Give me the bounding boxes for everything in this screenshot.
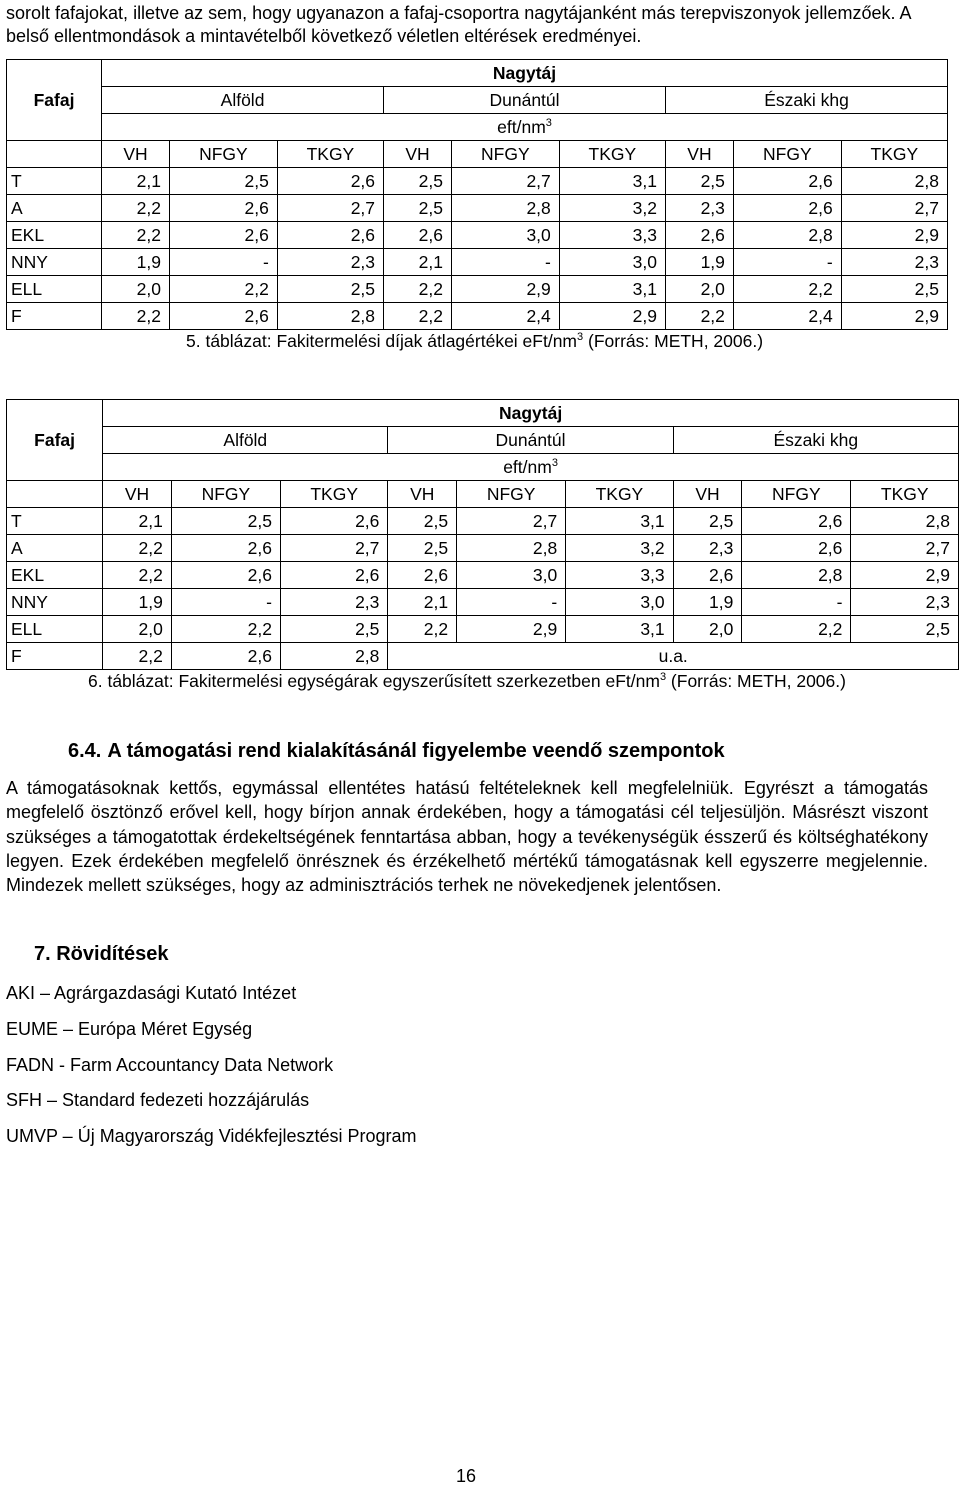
intro-paragraph: sorolt fafajokat, illetve az sem, hogy ugyanazon a fafaj-csoportra nagytájanként más terepviszonyok jellemzőek. A belső ellentmondások a mintavételből következő véletlen eltérések eredményei. <box>6 3 911 46</box>
table-5-caption <box>186 331 763 352</box>
table-cell: 2,6 <box>742 535 851 562</box>
table-cell: 2,5 <box>388 508 457 535</box>
table-cell: 3,0 <box>451 222 559 249</box>
header-row-columns <box>7 481 959 508</box>
table-row <box>7 222 948 249</box>
table-cell: - <box>742 589 851 616</box>
column-header: VH <box>384 141 452 168</box>
table-cell: 2,7 <box>451 168 559 195</box>
table-cell: 2,8 <box>841 168 947 195</box>
table-cell: 2,6 <box>384 222 452 249</box>
table-cell: 2,2 <box>733 276 841 303</box>
table-cell: 2,9 <box>841 303 947 330</box>
table-cell: 2,7 <box>280 535 387 562</box>
section-heading <box>68 740 725 763</box>
column-header: NFGY <box>742 481 851 508</box>
table-5 <box>6 59 948 330</box>
header-row-regions <box>7 427 959 454</box>
header-row <box>7 60 948 87</box>
row-label: A <box>7 195 102 222</box>
abbreviation-item: EUME – Európa Méret Egység <box>6 1019 253 1039</box>
table-row <box>7 616 959 643</box>
table-cell: 3,1 <box>559 168 665 195</box>
header-unit <box>102 114 948 141</box>
column-header: NFGY <box>171 481 280 508</box>
unit-exponent: 3 <box>551 457 558 470</box>
table-cell: 1,9 <box>103 589 172 616</box>
table-row <box>7 508 959 535</box>
table-cell: 2,8 <box>277 303 383 330</box>
table-cell: 2,8 <box>457 535 566 562</box>
header-region: Dunántúl <box>388 427 673 454</box>
table-cell: 3,2 <box>559 195 665 222</box>
table-cell: 2,8 <box>733 222 841 249</box>
table-cell: 3,1 <box>559 276 665 303</box>
table-cell: 2,2 <box>666 303 734 330</box>
table-cell: 2,6 <box>280 562 387 589</box>
table-cell: 2,8 <box>451 195 559 222</box>
table-6-caption-text: 6. táblázat: Fakitermelési egységárak egyszerűsített szerkezetben eFt/nm <box>88 671 660 691</box>
row-label: NNY <box>7 589 103 616</box>
table-row <box>7 195 948 222</box>
row-label: F <box>7 643 103 670</box>
table-cell: 2,5 <box>851 616 959 643</box>
table-cell: 2,5 <box>277 276 383 303</box>
table-cell: - <box>457 589 566 616</box>
unit-text: eft/nm <box>503 457 552 477</box>
header-unit <box>103 454 959 481</box>
column-header: VH <box>388 481 457 508</box>
table-cell: 2,9 <box>451 276 559 303</box>
row-label: ELL <box>7 276 102 303</box>
row-label: EKL <box>7 222 102 249</box>
table-cell: 2,5 <box>384 195 452 222</box>
table-cell: 2,6 <box>742 508 851 535</box>
table-cell: 2,0 <box>666 276 734 303</box>
table-cell: 2,6 <box>171 643 280 670</box>
table-row <box>7 249 948 276</box>
table-cell: 2,8 <box>742 562 851 589</box>
table-5-caption-text: 5. táblázat: Fakitermelési díjak átlagértékei eFt/nm <box>186 331 578 351</box>
table-cell: 2,1 <box>388 589 457 616</box>
table-cell: 2,6 <box>673 562 742 589</box>
table-cell: 2,2 <box>742 616 851 643</box>
table-6 <box>6 399 959 670</box>
table-cell: 3,0 <box>566 589 673 616</box>
table-cell: 2,2 <box>102 195 170 222</box>
row-label: ELL <box>7 616 103 643</box>
column-header: TKGY <box>277 141 383 168</box>
table-cell-ua: u.a. <box>388 643 959 670</box>
header-row-unit <box>7 454 959 481</box>
table-cell: 2,7 <box>457 508 566 535</box>
table-cell: 1,9 <box>673 589 742 616</box>
row-label: T <box>7 508 103 535</box>
table-cell: 2,5 <box>841 276 947 303</box>
row-label: F <box>7 303 102 330</box>
abbreviation-item: FADN - Farm Accountancy Data Network <box>6 1055 334 1075</box>
column-header: VH <box>673 481 742 508</box>
header-blank-cell <box>7 481 103 508</box>
table-cell: 2,3 <box>280 589 387 616</box>
table-cell: 2,3 <box>673 535 742 562</box>
table-cell: 2,8 <box>280 643 387 670</box>
table-cell: 2,0 <box>673 616 742 643</box>
column-header: VH <box>666 141 734 168</box>
column-header: TKGY <box>559 141 665 168</box>
unit-text: eft/nm <box>497 117 546 137</box>
column-header: VH <box>103 481 172 508</box>
table-row <box>7 168 948 195</box>
table-cell: 2,5 <box>280 616 387 643</box>
header-region: Dunántúl <box>384 87 666 114</box>
table-cell: 3,3 <box>566 562 673 589</box>
column-header: NFGY <box>169 141 277 168</box>
column-header: NFGY <box>733 141 841 168</box>
table-cell: - <box>171 589 280 616</box>
table-cell: 2,9 <box>457 616 566 643</box>
column-header: TKGY <box>841 141 947 168</box>
table-row <box>7 535 959 562</box>
table-cell: 3,1 <box>566 616 673 643</box>
table-row <box>7 562 959 589</box>
table-cell: 2,2 <box>102 303 170 330</box>
table-5-caption-source: (Forrás: METH, 2006.) <box>583 331 764 351</box>
table-cell: 2,2 <box>384 276 452 303</box>
column-header: NFGY <box>457 481 566 508</box>
table-cell: 2,6 <box>666 222 734 249</box>
table-cell: 2,5 <box>388 535 457 562</box>
table-cell: 2,0 <box>102 276 170 303</box>
table-cell: 2,9 <box>841 222 947 249</box>
column-header: TKGY <box>851 481 959 508</box>
row-label: T <box>7 168 102 195</box>
table-cell: 3,0 <box>457 562 566 589</box>
table-cell: 2,3 <box>666 195 734 222</box>
table-6-caption <box>88 671 846 692</box>
header-region: Alföld <box>102 87 384 114</box>
table-cell: 3,3 <box>559 222 665 249</box>
table-cell: 2,2 <box>103 562 172 589</box>
header-region: Északi khg <box>666 87 948 114</box>
header-nagytaj: Nagytáj <box>102 60 948 87</box>
row-label: A <box>7 535 103 562</box>
section-number: 6.4. <box>68 740 102 762</box>
header-row-columns <box>7 141 948 168</box>
table-cell: 3,1 <box>566 508 673 535</box>
table-cell: 2,6 <box>169 195 277 222</box>
table-cell: 2,5 <box>169 168 277 195</box>
table-cell: 1,9 <box>666 249 734 276</box>
header-row-unit <box>7 114 948 141</box>
column-header: TKGY <box>566 481 673 508</box>
table-cell: 2,8 <box>851 508 959 535</box>
table-cell: - <box>169 249 277 276</box>
table-cell: 2,5 <box>673 508 742 535</box>
table-cell: 2,5 <box>171 508 280 535</box>
column-header: TKGY <box>280 481 387 508</box>
table-cell: 2,1 <box>103 508 172 535</box>
table-cell: 2,5 <box>384 168 452 195</box>
table-row <box>7 303 948 330</box>
abbreviation-item: SFH – Standard fedezeti hozzájárulás <box>6 1090 310 1110</box>
table-6-caption-exp: 3 <box>659 671 667 684</box>
table-cell: 2,2 <box>388 616 457 643</box>
table-cell: 3,0 <box>559 249 665 276</box>
table-row <box>7 276 948 303</box>
table-cell: 2,1 <box>102 168 170 195</box>
table-cell: 2,7 <box>841 195 947 222</box>
table-cell: 2,2 <box>169 276 277 303</box>
table-cell: 2,6 <box>171 535 280 562</box>
table-cell: 2,6 <box>169 222 277 249</box>
column-header: NFGY <box>451 141 559 168</box>
table-6-caption-source: (Forrás: METH, 2006.) <box>666 671 846 691</box>
table-cell: 2,4 <box>733 303 841 330</box>
column-header-fafaj: Fafaj <box>7 400 103 481</box>
table-cell: 2,5 <box>666 168 734 195</box>
table-cell: - <box>733 249 841 276</box>
table-cell: 2,2 <box>102 222 170 249</box>
table-cell: - <box>451 249 559 276</box>
table-cell: 2,2 <box>171 616 280 643</box>
table-cell: 2,0 <box>103 616 172 643</box>
table-cell: 2,6 <box>733 168 841 195</box>
table-cell: 2,3 <box>851 589 959 616</box>
table-cell: 2,4 <box>451 303 559 330</box>
table-cell: 2,9 <box>851 562 959 589</box>
table-cell: 2,1 <box>384 249 452 276</box>
header-region: Alföld <box>103 427 388 454</box>
table-cell: 2,2 <box>103 643 172 670</box>
row-label: EKL <box>7 562 103 589</box>
table-cell: 2,9 <box>559 303 665 330</box>
header-nagytaj: Nagytáj <box>103 400 959 427</box>
section-title: A támogatási rend kialakításánál figyelembe veendő szempontok <box>107 740 725 762</box>
table-cell: 2,7 <box>277 195 383 222</box>
section-paragraph: A támogatásoknak kettős, egymással ellentétes hatású feltételeknek kell megfelelniük. Egyrészt a támogatás megfelelő ösztönző erővel kell, hogy bírjon annak érdekében, hogy a támogatási cél teljesüljön. Másrészt viszont szükséges a támogatottak érdekeltségének fenntartása abban, hogy a tevékenységük ésszerű és költséghatékony legyen. Ezek érdekében megfelelő önrésznek és érzékelhető mértékű támogatásnak kell egyszerre megjelennie. Mindezek mellett szükséges, hogy az adminisztrációs terhek ne növekedjenek jelentősen. <box>6 778 928 896</box>
page-number: 16 <box>456 1466 477 1486</box>
table-5-caption-exp: 3 <box>577 331 584 344</box>
table-cell: 2,6 <box>733 195 841 222</box>
table-cell: 2,6 <box>277 168 383 195</box>
column-header: VH <box>102 141 170 168</box>
table-cell: 2,2 <box>103 535 172 562</box>
column-header-fafaj: Fafaj <box>7 60 102 141</box>
abbreviation-item: AKI – Agrárgazdasági Kutató Intézet <box>6 983 297 1003</box>
table-cell: 2,7 <box>851 535 959 562</box>
unit-exponent: 3 <box>545 117 552 130</box>
table-cell: 2,2 <box>384 303 452 330</box>
header-row <box>7 400 959 427</box>
table-row <box>7 643 959 670</box>
table-cell: 2,6 <box>169 303 277 330</box>
header-blank-cell <box>7 141 102 168</box>
table-row <box>7 589 959 616</box>
header-row-regions <box>7 87 948 114</box>
table-cell: 3,2 <box>566 535 673 562</box>
abbreviations-heading: 7. Rövidítések <box>34 943 169 965</box>
row-label: NNY <box>7 249 102 276</box>
abbreviation-item: UMVP – Új Magyarország Vidékfejlesztési Program <box>6 1126 417 1146</box>
table-cell: 2,6 <box>388 562 457 589</box>
table-cell: 1,9 <box>102 249 170 276</box>
table-cell: 2,6 <box>277 222 383 249</box>
table-cell: 2,6 <box>171 562 280 589</box>
table-cell: 2,3 <box>277 249 383 276</box>
table-cell: 2,3 <box>841 249 947 276</box>
table-cell: 2,6 <box>280 508 387 535</box>
header-region: Északi khg <box>673 427 958 454</box>
